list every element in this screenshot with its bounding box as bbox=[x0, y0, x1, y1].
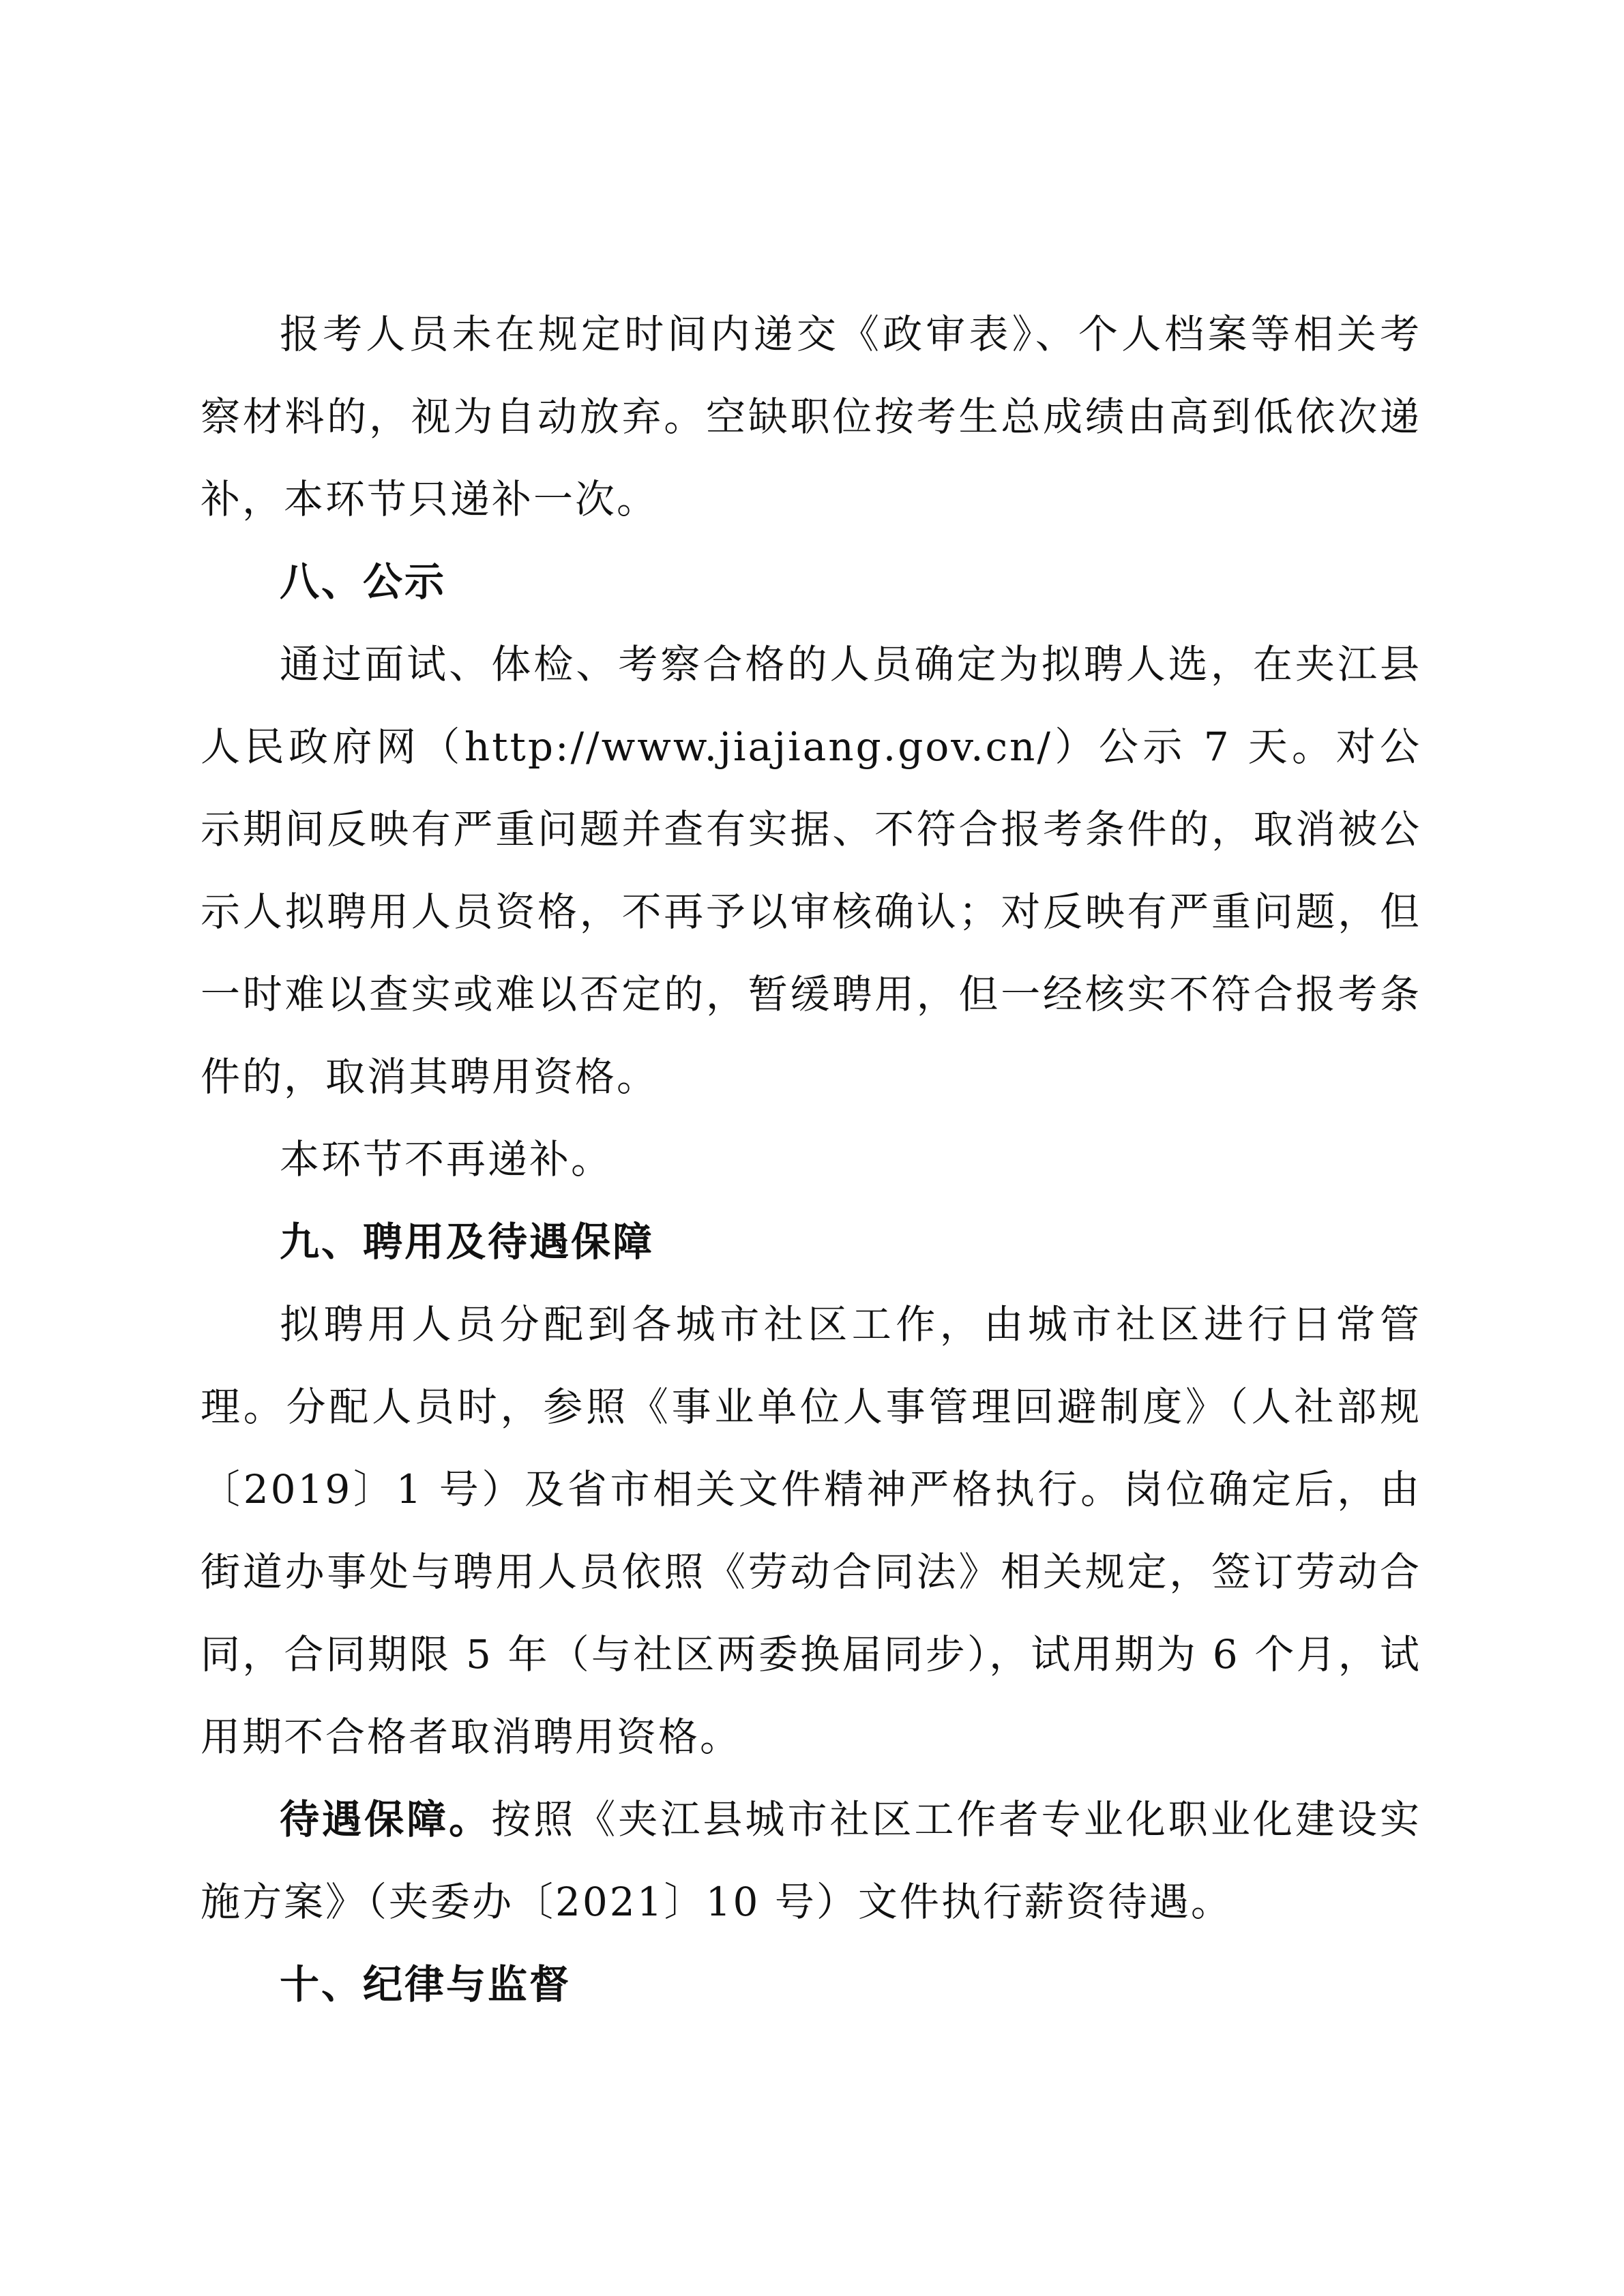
benefits-body-text: 按照《夹江县城市社区工作者专业化职业化建设实施方案》（夹委办〔2021〕10 号）文件执行薪资待遇。 bbox=[201, 1796, 1421, 1925]
document-body bbox=[201, 293, 1421, 2026]
paragraph-no-replacement: 本环节不再递补。 bbox=[280, 1136, 613, 1182]
section-heading-publicity: 八、公示 bbox=[280, 558, 447, 605]
paragraph-material-submission: 报考人员未在规定时间内递交《政审表》、个人档案等相关考察材料的，视为自动放弃。空缺职位按考生总成绩由高到低依次递补，本环节只递补一次。 bbox=[201, 311, 1421, 522]
paragraph-publicity: 通过面试、体检、考察合格的人员确定为拟聘人选，在夹江县人民政府网（http://www.jiajiang.gov.cn/）公示 7 天。对公示期间反映有严重问题并查有实据、不符合报考条件的，取消被公示人拟聘用人员资格，不再予以审核确认；对反映有严重问题，但一时难以查实或难以否定的，暂缓聘用，但一经核实不符合报考条件的，取消其聘用资格。 bbox=[201, 641, 1421, 1100]
section-heading-employment: 九、聘用及待遇保障 bbox=[280, 1219, 655, 1265]
section-heading-discipline: 十、纪律与监督 bbox=[280, 1961, 572, 2008]
paragraph-benefits bbox=[201, 1778, 1421, 1943]
benefits-lead-text: 待遇保障。 bbox=[280, 1796, 492, 1843]
paragraph-employment: 拟聘用人员分配到各城市社区工作，由城市社区进行日常管理。分配人员时，参照《事业单位人事管理回避制度》（人社部规〔2019〕1 号）及省市相关文件精神严格执行。岗位确定后，由街道办事处与聘用人员依照《劳动合同法》相关规定，签订劳动合同，合同期限 5 年（与社区两委换届同步），试用期为 6 个月，试用期不合格者取消聘用资格。 bbox=[201, 1301, 1421, 1760]
